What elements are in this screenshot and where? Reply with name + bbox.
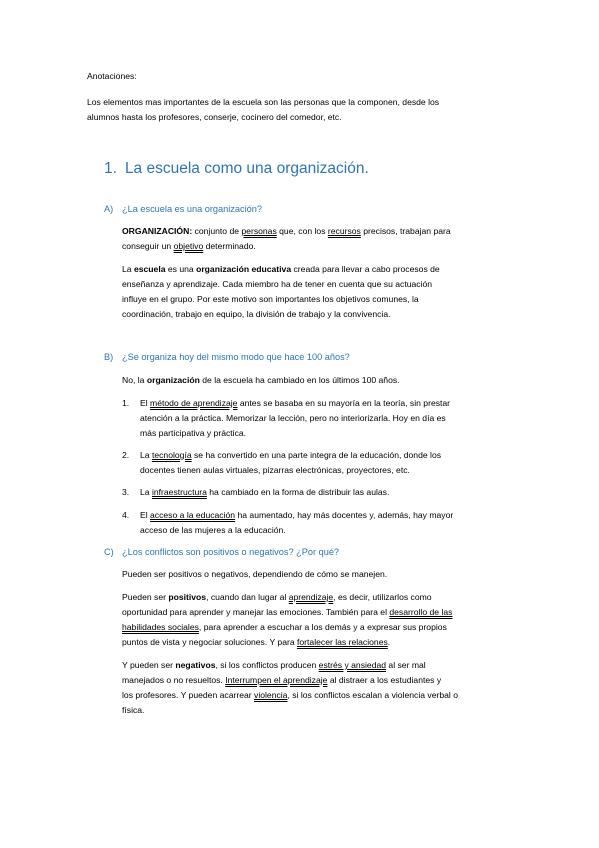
section-title: La escuela como una organización.: [124, 160, 369, 177]
bold-positivos: positivos: [168, 592, 207, 602]
bold-organizacion: organización: [146, 375, 200, 385]
bold-escuela: escuela: [133, 264, 166, 274]
subheading-c: [104, 545, 339, 559]
list-item-4: [122, 508, 453, 523]
section-heading: [104, 159, 369, 179]
paragraph-c-2-line-3: [122, 620, 447, 635]
text: , cuando dan lugar al: [206, 592, 289, 602]
text: , es decir, utilizarlos como: [333, 592, 432, 602]
paragraph-a-line-2: enseñanza y aprendizaje. Cada miembro ha de tener en cuenta que su actuación: [122, 279, 433, 289]
subheading-b-title: ¿Se organiza hoy del mismo modo que hace 100 años?: [122, 352, 350, 362]
text: , si los conflictos escalan a violencia verbal o: [287, 690, 458, 700]
keyword-interrumpen-aprendizaje: Interrumpen el aprendizaje: [225, 675, 328, 685]
text: Pueden ser: [122, 592, 169, 602]
list-item-1-line-3: más participativa y práctica.: [140, 428, 247, 438]
text: manejados o no resueltos.: [122, 675, 226, 685]
text: , si los conflictos producen: [215, 660, 319, 670]
text: conjunto de: [192, 226, 242, 236]
text: , para aprender a escuchar a los demás y a expresar sus propios: [198, 622, 447, 632]
text: La: [140, 487, 152, 497]
keyword-desarrollo: desarrollo de las: [389, 607, 453, 617]
list-item-1-line-2: atención a la práctica. Memorizar la lección, pero no interiorizarla. Hoy en día es: [140, 413, 446, 423]
text: que, con los: [276, 226, 328, 236]
subheading-a-title: ¿La escuela es una organización?: [122, 204, 262, 214]
subheading-b: [104, 350, 350, 364]
bold-negativos: negativos: [175, 660, 216, 670]
text: antes se basaba en su mayoría en la teoría, sin prestar: [237, 398, 451, 408]
text: precisos, trabajan para: [360, 226, 451, 236]
subheading-c-title: ¿Los conflictos son positivos o negativos? ¿Por qué?: [122, 547, 340, 557]
subheading-b-label: B): [104, 352, 114, 362]
keyword-tecnologia: tecnología: [151, 450, 192, 460]
keyword-recursos: recursos: [327, 226, 361, 236]
definition-line-2: [122, 239, 256, 254]
text: No, la: [122, 375, 147, 385]
text: es una: [165, 264, 197, 274]
text: ha aumentado, hay más docentes y, además, hay mayor: [235, 510, 454, 520]
subheading-c-label: C): [104, 547, 114, 557]
paragraph-c-3-line-2: [122, 673, 441, 688]
annotations-line-2: alumnos hasta los profesores, conserje, cocinero del comedor, etc.: [87, 112, 342, 122]
text: ha cambiado en la forma de distribuir las aulas.: [206, 487, 390, 497]
paragraph-a-line-1: [122, 262, 440, 277]
paragraph-b-intro: [122, 373, 400, 388]
list-item-2: [122, 448, 441, 463]
paragraph-a-line-4: coordinación, trabajo en equipo, la división de trabajo y la convivencia.: [122, 309, 391, 319]
subheading-a: [104, 202, 262, 216]
text: conseguir un: [122, 241, 174, 251]
text: de la escuela ha cambiado en los últimos 100 años.: [199, 375, 400, 385]
text: creada para llevar a cabo procesos de: [291, 264, 440, 274]
text: al ser mal: [386, 660, 426, 670]
text: .: [387, 637, 391, 647]
keyword-habilidades-sociales: habilidades sociales: [122, 622, 199, 632]
list-item-1: [122, 396, 450, 411]
paragraph-c-3-line-4: física.: [122, 705, 145, 715]
keyword-personas: personas: [241, 226, 277, 236]
paragraph-a-line-3: influye en el grupo. Por este motivo son importantes los objetivos comunes, la: [122, 294, 419, 304]
text: El: [140, 398, 151, 408]
text: La: [122, 264, 134, 274]
list-item-3: [122, 485, 389, 500]
annotations-heading: Anotaciones:: [87, 71, 137, 81]
list-item-2-line-2: docentes tienen aulas virtuales, pizarras electrónicas, proyectores, etc.: [140, 465, 410, 475]
section-number: 1.: [104, 160, 117, 177]
keyword-fortalecer-relaciones: fortalecer las relaciones: [297, 637, 388, 647]
paragraph-c-2-line-2: [122, 605, 452, 620]
annotations-line-1: Los elementos mas importantes de la escuela son las personas que la componen, desde los: [87, 97, 440, 107]
text: se ha convertido en una parte integra de la educación, donde los: [191, 450, 442, 460]
bold-organizacion-educativa: organización educativa: [196, 264, 292, 274]
text: La: [140, 450, 152, 460]
text: los profesores. Y pueden acarrear: [122, 690, 255, 700]
paragraph-c-3-line-3: [122, 688, 458, 703]
paragraph-c-2-line-1: [122, 590, 432, 605]
definition-term: ORGANIZACIÓN:: [122, 226, 193, 236]
list-number: 1.: [122, 398, 130, 408]
keyword-aprendizaje: aprendizaje: [288, 592, 334, 602]
keyword-metodo-aprendizaje: método de aprendizaje: [150, 398, 238, 408]
paragraph-c-3-line-1: [122, 658, 426, 673]
text: oportunidad para aprender y manejar las emociones. También para el: [122, 607, 390, 617]
text: al distraer a los estudiantes y: [327, 675, 442, 685]
paragraph-c-1: Pueden ser positivos o negativos, dependiendo de cómo se manejen.: [122, 569, 388, 579]
text: determinado.: [203, 241, 256, 251]
keyword-infraestructura: infraestructura: [151, 487, 207, 497]
keyword-violencia: violencia: [254, 690, 288, 700]
list-number: 2.: [122, 450, 130, 460]
list-number: 4.: [122, 510, 130, 520]
list-number: 3.: [122, 487, 130, 497]
keyword-acceso-educacion: acceso a la educación: [150, 510, 236, 520]
subheading-a-label: A): [104, 204, 114, 214]
list-item-4-line-2: acceso de las mujeres a la educación.: [140, 525, 286, 535]
keyword-objetivo: objetivo: [173, 241, 204, 251]
paragraph-c-2-line-4: [122, 635, 390, 650]
definition-line-1: [122, 224, 451, 239]
text: El: [140, 510, 151, 520]
keyword-estres-ansiedad: estrés y ansiedad: [318, 660, 387, 670]
text: Y pueden ser: [122, 660, 176, 670]
text: puntos de vista y negociar soluciones. Y para: [122, 637, 298, 647]
